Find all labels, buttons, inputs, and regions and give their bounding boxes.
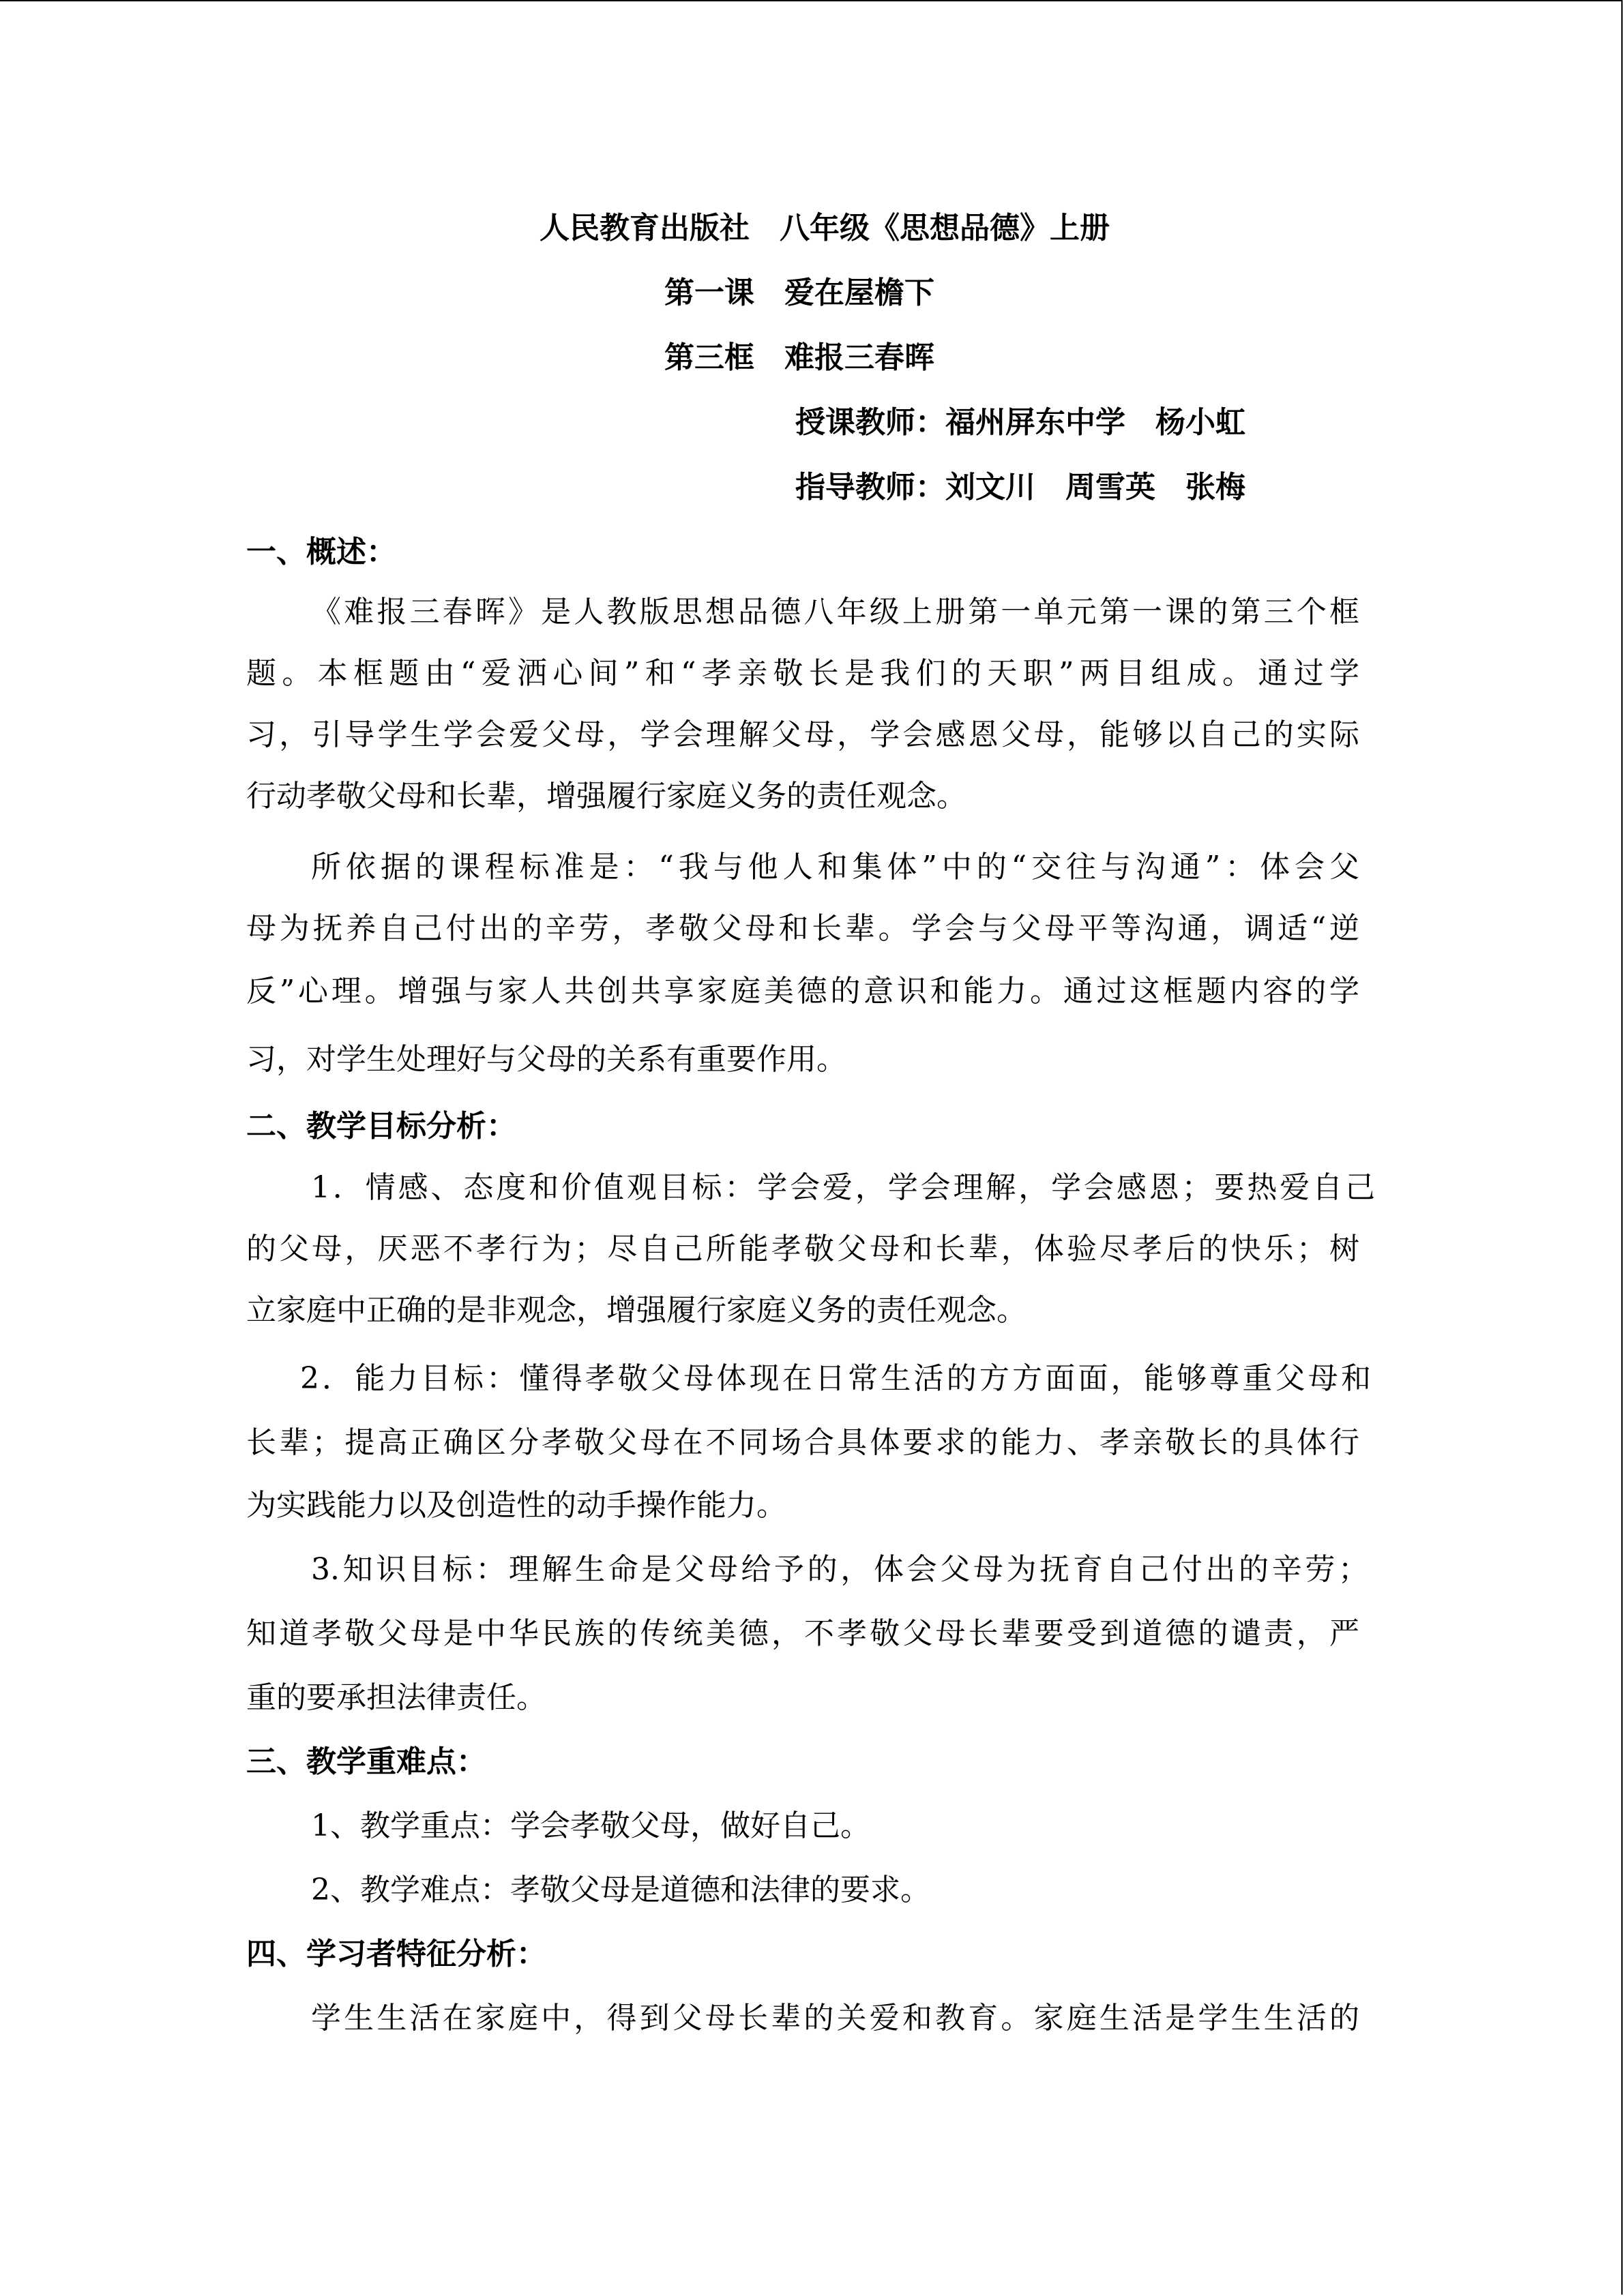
paragraph-line: 所依据的课程标准是：“我与他人和集体”中的“交往与沟通”：体会父 xyxy=(311,850,1359,884)
paragraph-line: 学生生活在家庭中，得到父母长辈的关爱和教育。家庭生活是学生生活的 xyxy=(311,2001,1359,2036)
paragraph-line: 1．情感、态度和价值观目标：学会爱，学会理解，学会感恩；要热爱自己 xyxy=(311,1170,1375,1205)
publisher-line: 人民教育出版社 八年级《思想品德》上册 xyxy=(540,211,1110,245)
lesson-title: 第一课 爱在屋檐下 xyxy=(664,275,934,310)
paragraph-line: 3.知识目标：理解生命是父母给予的，体会父母为抚育自己付出的辛劳； xyxy=(311,1552,1368,1587)
advisors-line: 指导教师：刘文川 周雪英 张梅 xyxy=(795,470,1245,505)
paragraph-line: 题。本框题由“爱洒心间”和“孝亲敬长是我们的天职”两目组成。通过学 xyxy=(246,656,1359,691)
paragraph-line: 为实践能力以及创造性的动手操作能力。 xyxy=(246,1488,786,1523)
paragraph-line: 习，对学生处理好与父母的关系有重要作用。 xyxy=(246,1042,846,1077)
paragraph-line: 知道孝敬父母是中华民族的传统美德，不孝敬父母长辈要受到道德的谴责，严 xyxy=(246,1616,1359,1651)
paragraph-line: 重的要承担法律责任。 xyxy=(246,1680,546,1715)
list-item-difficulty: 2、教学难点：孝敬父母是道德和法律的要求。 xyxy=(311,1873,930,1907)
section-heading-overview: 一、概述： xyxy=(246,535,396,569)
paragraph-line: 长辈；提高正确区分孝敬父母在不同场合具体要求的能力、孝亲敬长的具体行 xyxy=(246,1425,1359,1460)
paragraph-line: 行动孝敬父母和长辈，增强履行家庭义务的责任观念。 xyxy=(246,779,966,814)
section-heading-key-points: 三、教学重难点： xyxy=(246,1744,486,1779)
paragraph-line: 的父母，厌恶不孝行为；尽自己所能孝敬父母和长辈，体验尽孝后的快乐；树 xyxy=(246,1232,1359,1266)
frame-title: 第三框 难报三春晖 xyxy=(664,340,934,375)
section-heading-learner-analysis: 四、学习者特征分析： xyxy=(246,1937,546,1971)
paragraph-line: 《难报三春晖》是人教版思想品德八年级上册第一单元第一课的第三个框 xyxy=(311,595,1359,629)
teacher-line: 授课教师：福州屏东中学 杨小虹 xyxy=(795,405,1245,440)
paragraph-line: 习，引导学生学会爱父母，学会理解父母，学会感恩父母，能够以自己的实际 xyxy=(246,717,1359,752)
paragraph-line: 立家庭中正确的是非观念，增强履行家庭义务的责任观念。 xyxy=(246,1293,1027,1328)
paragraph-line: 反”心理。增强与家人共创共享家庭美德的意识和能力。通过这框题内容的学 xyxy=(246,974,1359,1009)
paragraph-line: 母为抚养自己付出的辛劳，孝敬父母和长辈。学会与父母平等沟通，调适“逆 xyxy=(246,911,1359,946)
list-item-key-point: 1、教学重点：学会孝敬父母，做好自己。 xyxy=(311,1808,870,1843)
paragraph-line: 2．能力目标：懂得孝敬父母体现在日常生活的方方面面，能够尊重父母和 xyxy=(300,1361,1371,1396)
section-heading-objectives: 二、教学目标分析： xyxy=(246,1109,516,1144)
